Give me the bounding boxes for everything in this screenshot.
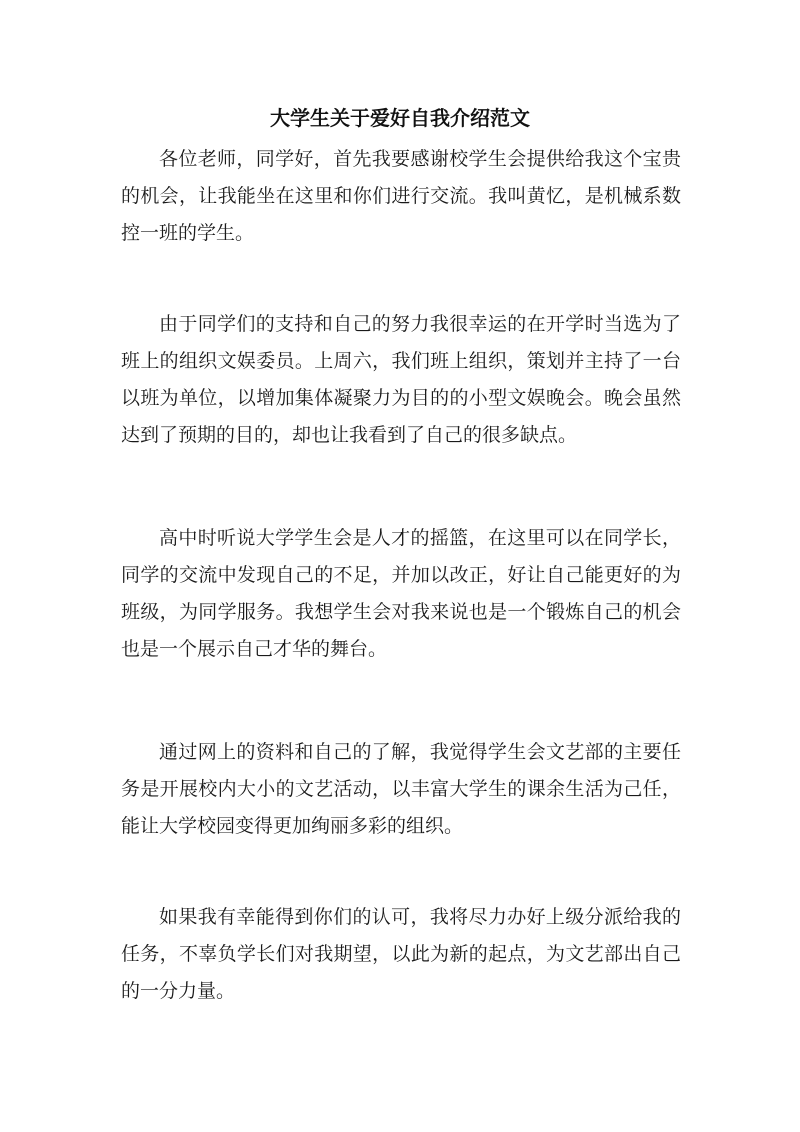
document-title: 大学生关于爱好自我介绍范文 [270,106,530,130]
paragraph-5: 如果我有幸能得到你们的认可，我将尽力办好上级分派给我的任务，不辜负学长们对我期望，以此为新的起点，为文艺部出自己的一分力量。 [121,906,681,1002]
paragraph-1: 各位老师，同学好，首先我要感谢校学生会提供给我这个宝贵的机会，让我能坐在这里和你们进行交流。我叫黄忆，是机械系数控一班的学生。 [121,148,681,244]
paragraph-4: 通过网上的资料和自己的了解，我觉得学生会文艺部的主要任务是开展校内大小的文艺活动，以丰富大学生的课余生活为己任，能让大学校园变得更加绚丽多彩的组织。 [121,741,681,837]
paragraph-3: 高中时听说大学学生会是人才的摇篮，在这里可以在同学长，同学的交流中发现自己的不足，并加以改正，好让自己能更好的为班级，为同学服务。我想学生会对我来说也是一个锻炼自己的机会也是一个展示自己才华的舞台。 [121,527,681,660]
paragraph-2: 由于同学们的支持和自己的努力我很幸运的在开学时当选为了班上的组织文娱委员。上周六，我们班上组织，策划并主持了一台以班为单位，以增加集体凝聚力为目的的小型文娱晚会。晚会虽然达到了预期的目的，却也让我看到了自己的很多缺点。 [121,313,681,446]
